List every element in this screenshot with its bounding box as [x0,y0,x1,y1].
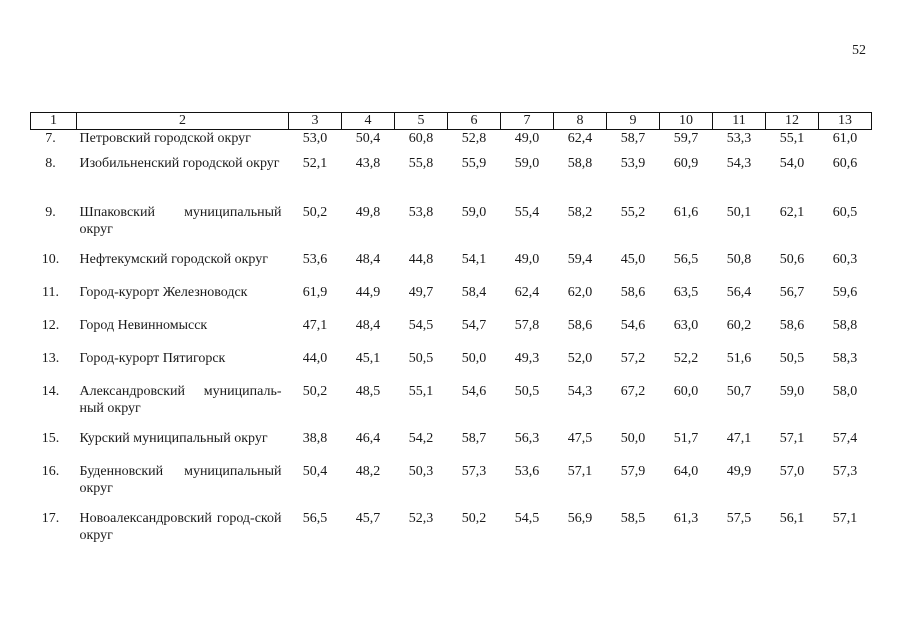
value-cell: 58,4 [461,285,487,300]
value-cell: 54,3 [567,384,593,399]
value-cell: 50,0 [461,351,487,366]
value-cell: 53,8 [408,205,434,220]
header-cell: 12 [766,113,819,130]
value-cell: 55,1 [408,384,434,399]
table-row [31,317,872,350]
value-cell: 56,9 [567,511,593,526]
header-cell: 6 [448,113,501,130]
table-row [31,383,872,430]
row-number: 9. [45,205,56,220]
table-row [31,251,872,284]
value-cell: 58,6 [567,318,593,333]
value-cell: 62,4 [514,285,540,300]
value-cell: 62,1 [779,205,805,220]
value-cell: 61,3 [673,511,699,526]
value-cell: 55,1 [779,131,805,146]
value-cell: 48,4 [355,318,381,333]
value-cell: 62,0 [567,285,593,300]
value-cell: 45,0 [620,252,646,267]
value-cell: 52,2 [673,351,699,366]
municipality-name: Петровский городской округ [79,131,251,146]
value-cell: 48,5 [355,384,381,399]
value-cell: 44,0 [302,351,328,366]
row-number: 16. [41,464,60,479]
value-cell: 64,0 [673,464,699,479]
value-cell: 58,8 [832,318,858,333]
table-row [31,463,872,510]
value-cell: 44,8 [408,252,434,267]
value-cell: 50,5 [514,384,540,399]
value-cell: 57,4 [832,431,858,446]
value-cell: 50,5 [408,351,434,366]
value-cell: 58,6 [779,318,805,333]
value-cell: 57,9 [620,464,646,479]
value-cell: 54,2 [408,431,434,446]
table-row [31,284,872,317]
value-cell: 58,7 [461,431,487,446]
statistics-table [30,112,872,557]
value-cell: 57,1 [567,464,593,479]
value-cell: 47,5 [567,431,593,446]
header-cell: 7 [501,113,554,130]
value-cell: 57,3 [461,464,487,479]
value-cell: 50,5 [779,351,805,366]
value-cell: 56,7 [779,285,805,300]
value-cell: 57,8 [514,318,540,333]
value-cell: 52,3 [408,511,434,526]
value-cell: 60,0 [673,384,699,399]
value-cell: 45,7 [355,511,381,526]
value-cell: 55,2 [620,205,646,220]
value-cell: 58,6 [620,285,646,300]
row-number: 12. [41,318,60,333]
row-number: 13. [41,351,60,366]
value-cell: 57,1 [832,511,858,526]
header-cell: 9 [607,113,660,130]
value-cell: 54,6 [620,318,646,333]
header-cell: 10 [660,113,713,130]
value-cell: 61,6 [673,205,699,220]
page-number: 52 [852,43,866,58]
value-cell: 54,3 [726,156,752,171]
value-cell: 58,2 [567,205,593,220]
value-cell: 58,5 [620,511,646,526]
value-cell: 60,6 [832,156,858,171]
header-cell: 11 [713,113,766,130]
value-cell: 50,4 [302,464,328,479]
municipality-name: Новоалександровский город-ской округ [79,511,282,543]
value-cell: 52,1 [302,156,328,171]
value-cell: 55,4 [514,205,540,220]
table-row [31,350,872,383]
value-cell: 50,0 [620,431,646,446]
row-number: 15. [41,431,60,446]
table-body [31,130,872,558]
value-cell: 56,3 [514,431,540,446]
row-number: 8. [45,156,56,171]
value-cell: 54,5 [408,318,434,333]
table-row [31,155,872,204]
value-cell: 62,4 [567,131,593,146]
value-cell: 48,2 [355,464,381,479]
value-cell: 50,4 [355,131,381,146]
value-cell: 63,0 [673,318,699,333]
municipality-name: Город Невинномысск [79,318,208,333]
value-cell: 57,5 [726,511,752,526]
value-cell: 58,3 [832,351,858,366]
value-cell: 50,2 [302,384,328,399]
value-cell: 53,0 [302,131,328,146]
header-cell: 1 [31,113,77,130]
value-cell: 59,0 [514,156,540,171]
header-cell: 4 [342,113,395,130]
value-cell: 50,1 [726,205,752,220]
table-row [31,510,872,557]
value-cell: 49,3 [514,351,540,366]
value-cell: 60,9 [673,156,699,171]
municipality-name: Нефтекумский городской округ [79,252,268,267]
value-cell: 51,6 [726,351,752,366]
value-cell: 50,8 [726,252,752,267]
value-cell: 50,2 [461,511,487,526]
value-cell: 50,7 [726,384,752,399]
value-cell: 56,4 [726,285,752,300]
value-cell: 57,0 [779,464,805,479]
municipality-name: Город-курорт Пятигорск [79,351,226,366]
value-cell: 53,6 [514,464,540,479]
value-cell: 55,8 [408,156,434,171]
value-cell: 50,3 [408,464,434,479]
header-cell: 13 [819,113,872,130]
value-cell: 49,0 [514,252,540,267]
value-cell: 53,9 [620,156,646,171]
value-cell: 47,1 [726,431,752,446]
value-cell: 67,2 [620,384,646,399]
value-cell: 58,7 [620,131,646,146]
header-row [31,113,872,130]
value-cell: 44,9 [355,285,381,300]
value-cell: 60,5 [832,205,858,220]
value-cell: 53,6 [302,252,328,267]
value-cell: 49,9 [726,464,752,479]
header-cell: 5 [395,113,448,130]
value-cell: 54,6 [461,384,487,399]
row-number: 7. [45,131,56,146]
row-number: 10. [41,252,60,267]
value-cell: 56,1 [779,511,805,526]
value-cell: 50,6 [779,252,805,267]
municipality-name: Изобильненский городской округ [79,156,280,171]
value-cell: 49,8 [355,205,381,220]
value-cell: 57,1 [779,431,805,446]
row-number: 11. [42,285,59,300]
value-cell: 52,8 [461,131,487,146]
municipality-name: Александровский муниципаль-ный округ [79,384,282,416]
value-cell: 54,5 [514,511,540,526]
table-row [31,430,872,463]
header-cell: 8 [554,113,607,130]
value-cell: 60,8 [408,131,434,146]
municipality-name: Курский муниципальный округ [79,431,268,446]
table-row [31,130,872,156]
value-cell: 56,5 [302,511,328,526]
value-cell: 49,0 [514,131,540,146]
value-cell: 43,8 [355,156,381,171]
value-cell: 45,1 [355,351,381,366]
value-cell: 46,4 [355,431,381,446]
municipality-name: Город-курорт Железноводск [79,285,248,300]
value-cell: 59,0 [461,205,487,220]
row-number: 17. [41,511,60,526]
value-cell: 54,7 [461,318,487,333]
value-cell: 38,8 [302,431,328,446]
value-cell: 57,2 [620,351,646,366]
value-cell: 59,0 [779,384,805,399]
value-cell: 61,9 [302,285,328,300]
value-cell: 56,5 [673,252,699,267]
value-cell: 54,1 [461,252,487,267]
value-cell: 49,7 [408,285,434,300]
value-cell: 53,3 [726,131,752,146]
value-cell: 51,7 [673,431,699,446]
value-cell: 52,0 [567,351,593,366]
value-cell: 59,4 [567,252,593,267]
municipality-name: Буденновский муниципальный округ [79,464,282,496]
value-cell: 63,5 [673,285,699,300]
table-row [31,204,872,251]
value-cell: 48,4 [355,252,381,267]
row-number: 14. [41,384,60,399]
value-cell: 58,0 [832,384,858,399]
value-cell: 59,6 [832,285,858,300]
municipality-name: Шпаковский муниципальный округ [79,205,282,237]
value-cell: 55,9 [461,156,487,171]
value-cell: 50,2 [302,205,328,220]
value-cell: 47,1 [302,318,328,333]
value-cell: 61,0 [832,131,858,146]
header-cell: 3 [289,113,342,130]
header-cell: 2 [77,113,289,130]
value-cell: 59,7 [673,131,699,146]
value-cell: 60,3 [832,252,858,267]
value-cell: 57,3 [832,464,858,479]
value-cell: 58,8 [567,156,593,171]
value-cell: 60,2 [726,318,752,333]
value-cell: 54,0 [779,156,805,171]
